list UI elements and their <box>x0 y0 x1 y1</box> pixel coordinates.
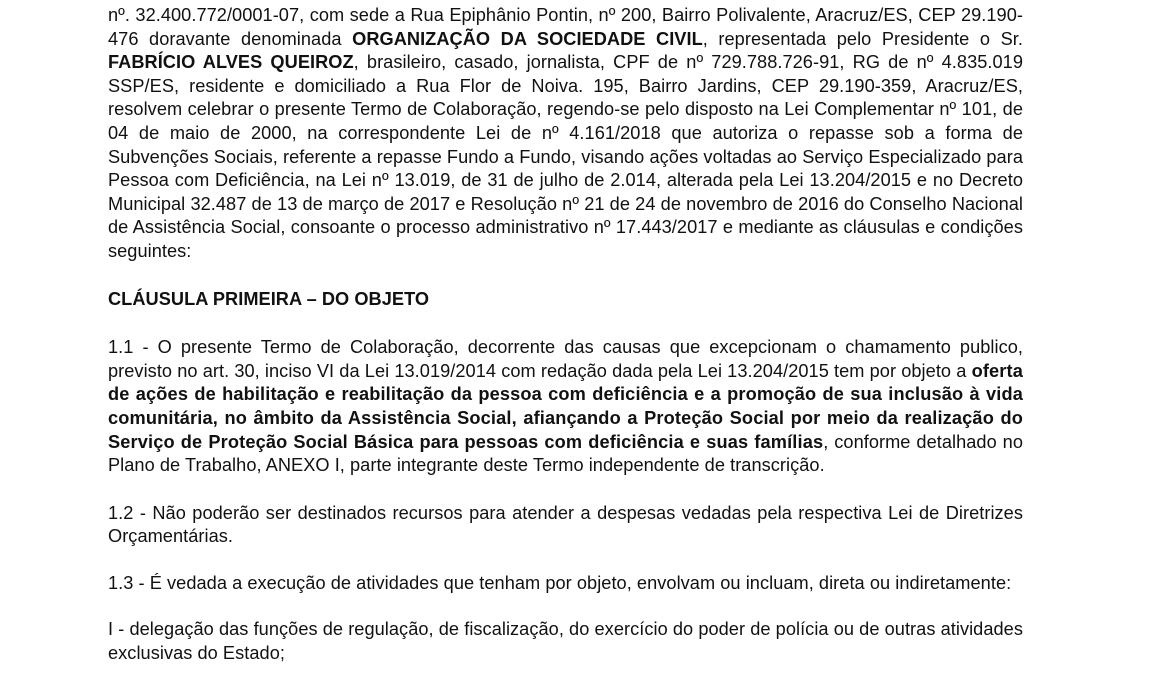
clause-1-1-text-1: 1.1 - O presente Termo de Colaboração, decorrente das causas que excepcionam o chamamento publico, previsto no art. 30, inciso VI da Lei 13.019/2014 com redação dada pela Lei 13.204/2015 tem por objeto a <box>108 337 1023 381</box>
clause-heading: CLÁUSULA PRIMEIRA – DO OBJETO <box>108 288 430 309</box>
document-page <box>108 0 1023 666</box>
intro-text-3: , brasileiro, casado, jornalista, CPF de nº 729.788.726-91, RG de nº 4.835.019 SSP/ES, residente e domiciliado a Rua Flor de Noiva. 195, Bairro Jardins, CEP 29.190-359, Aracruz/ES, resolvem celebrar o presente Termo de Colaboração, regendo-se pelo disposto na Lei Complementar nº 101, de 04 de maio de 2000, na correspondente Lei de nº 4.161/2018 que autoriza o repasse sob a forma de Subvenções Sociais, referente a repasse Fundo a Fundo, visando ações voltadas ao Serviço Especializado para Pessoa com Deficiência, na Lei nº 13.019, de 31 de julho de 2.014, alterada pela Lei 13.204/2015 e no Decreto Municipal 32.487 de 13 de março de 2017 e Resolução nº 21 de 24 de novembro de 2016 do Conselho Nacional de Assistência Social, consoante o processo administrativo nº 17.443/2017 e mediante as cláusulas e condições seguintes: <box>108 52 1023 261</box>
intro-paragraph <box>108 4 1023 264</box>
clause-1-3-item-i: I - delegação das funções de regulação, de fiscalização, do exercício do poder de polícia ou de outras atividades exclusivas do Estado; <box>108 619 1023 664</box>
organization-label: ORGANIZAÇÃO DA SOCIEDADE CIVIL <box>352 28 703 49</box>
intro-text-1: nº. 32.400.772/0001-07, com sede a Rua Epiphânio Pontin, nº 200, Bairro Polivalente, Aracruz/ES, CEP 29.190-476 doravante denominada <box>108 5 1023 49</box>
president-name: FABRÍCIO ALVES QUEIROZ <box>108 52 354 73</box>
clause-1-1 <box>108 336 1023 478</box>
clause-1-3: 1.3 - É vedada a execução de atividades que tenham por objeto, envolvam ou incluam, direta ou indiretamente: <box>108 572 1012 593</box>
clause-1-1-text-2: , conforme detalhado no Plano de Trabalho, ANEXO I, parte integrante deste Termo independente de transcrição. <box>108 431 1024 476</box>
intro-text-2: , representada pelo Presidente o Sr. <box>702 28 1023 49</box>
clause-1-1-object: oferta de ações de habilitação e reabilitação da pessoa com deficiência e a promoção de sua inclusão à vida comunitária, no âmbito da Assistência Social, afiançando a Proteção Social por meio da realização do Serviço de Proteção Social Básica para pessoas com deficiência e suas famílias <box>108 360 1023 452</box>
clause-1-2: 1.2 - Não poderão ser destinados recursos para atender a despesas vedadas pela respectiva Lei de Diretrizes Orçamentárias. <box>108 502 1023 547</box>
